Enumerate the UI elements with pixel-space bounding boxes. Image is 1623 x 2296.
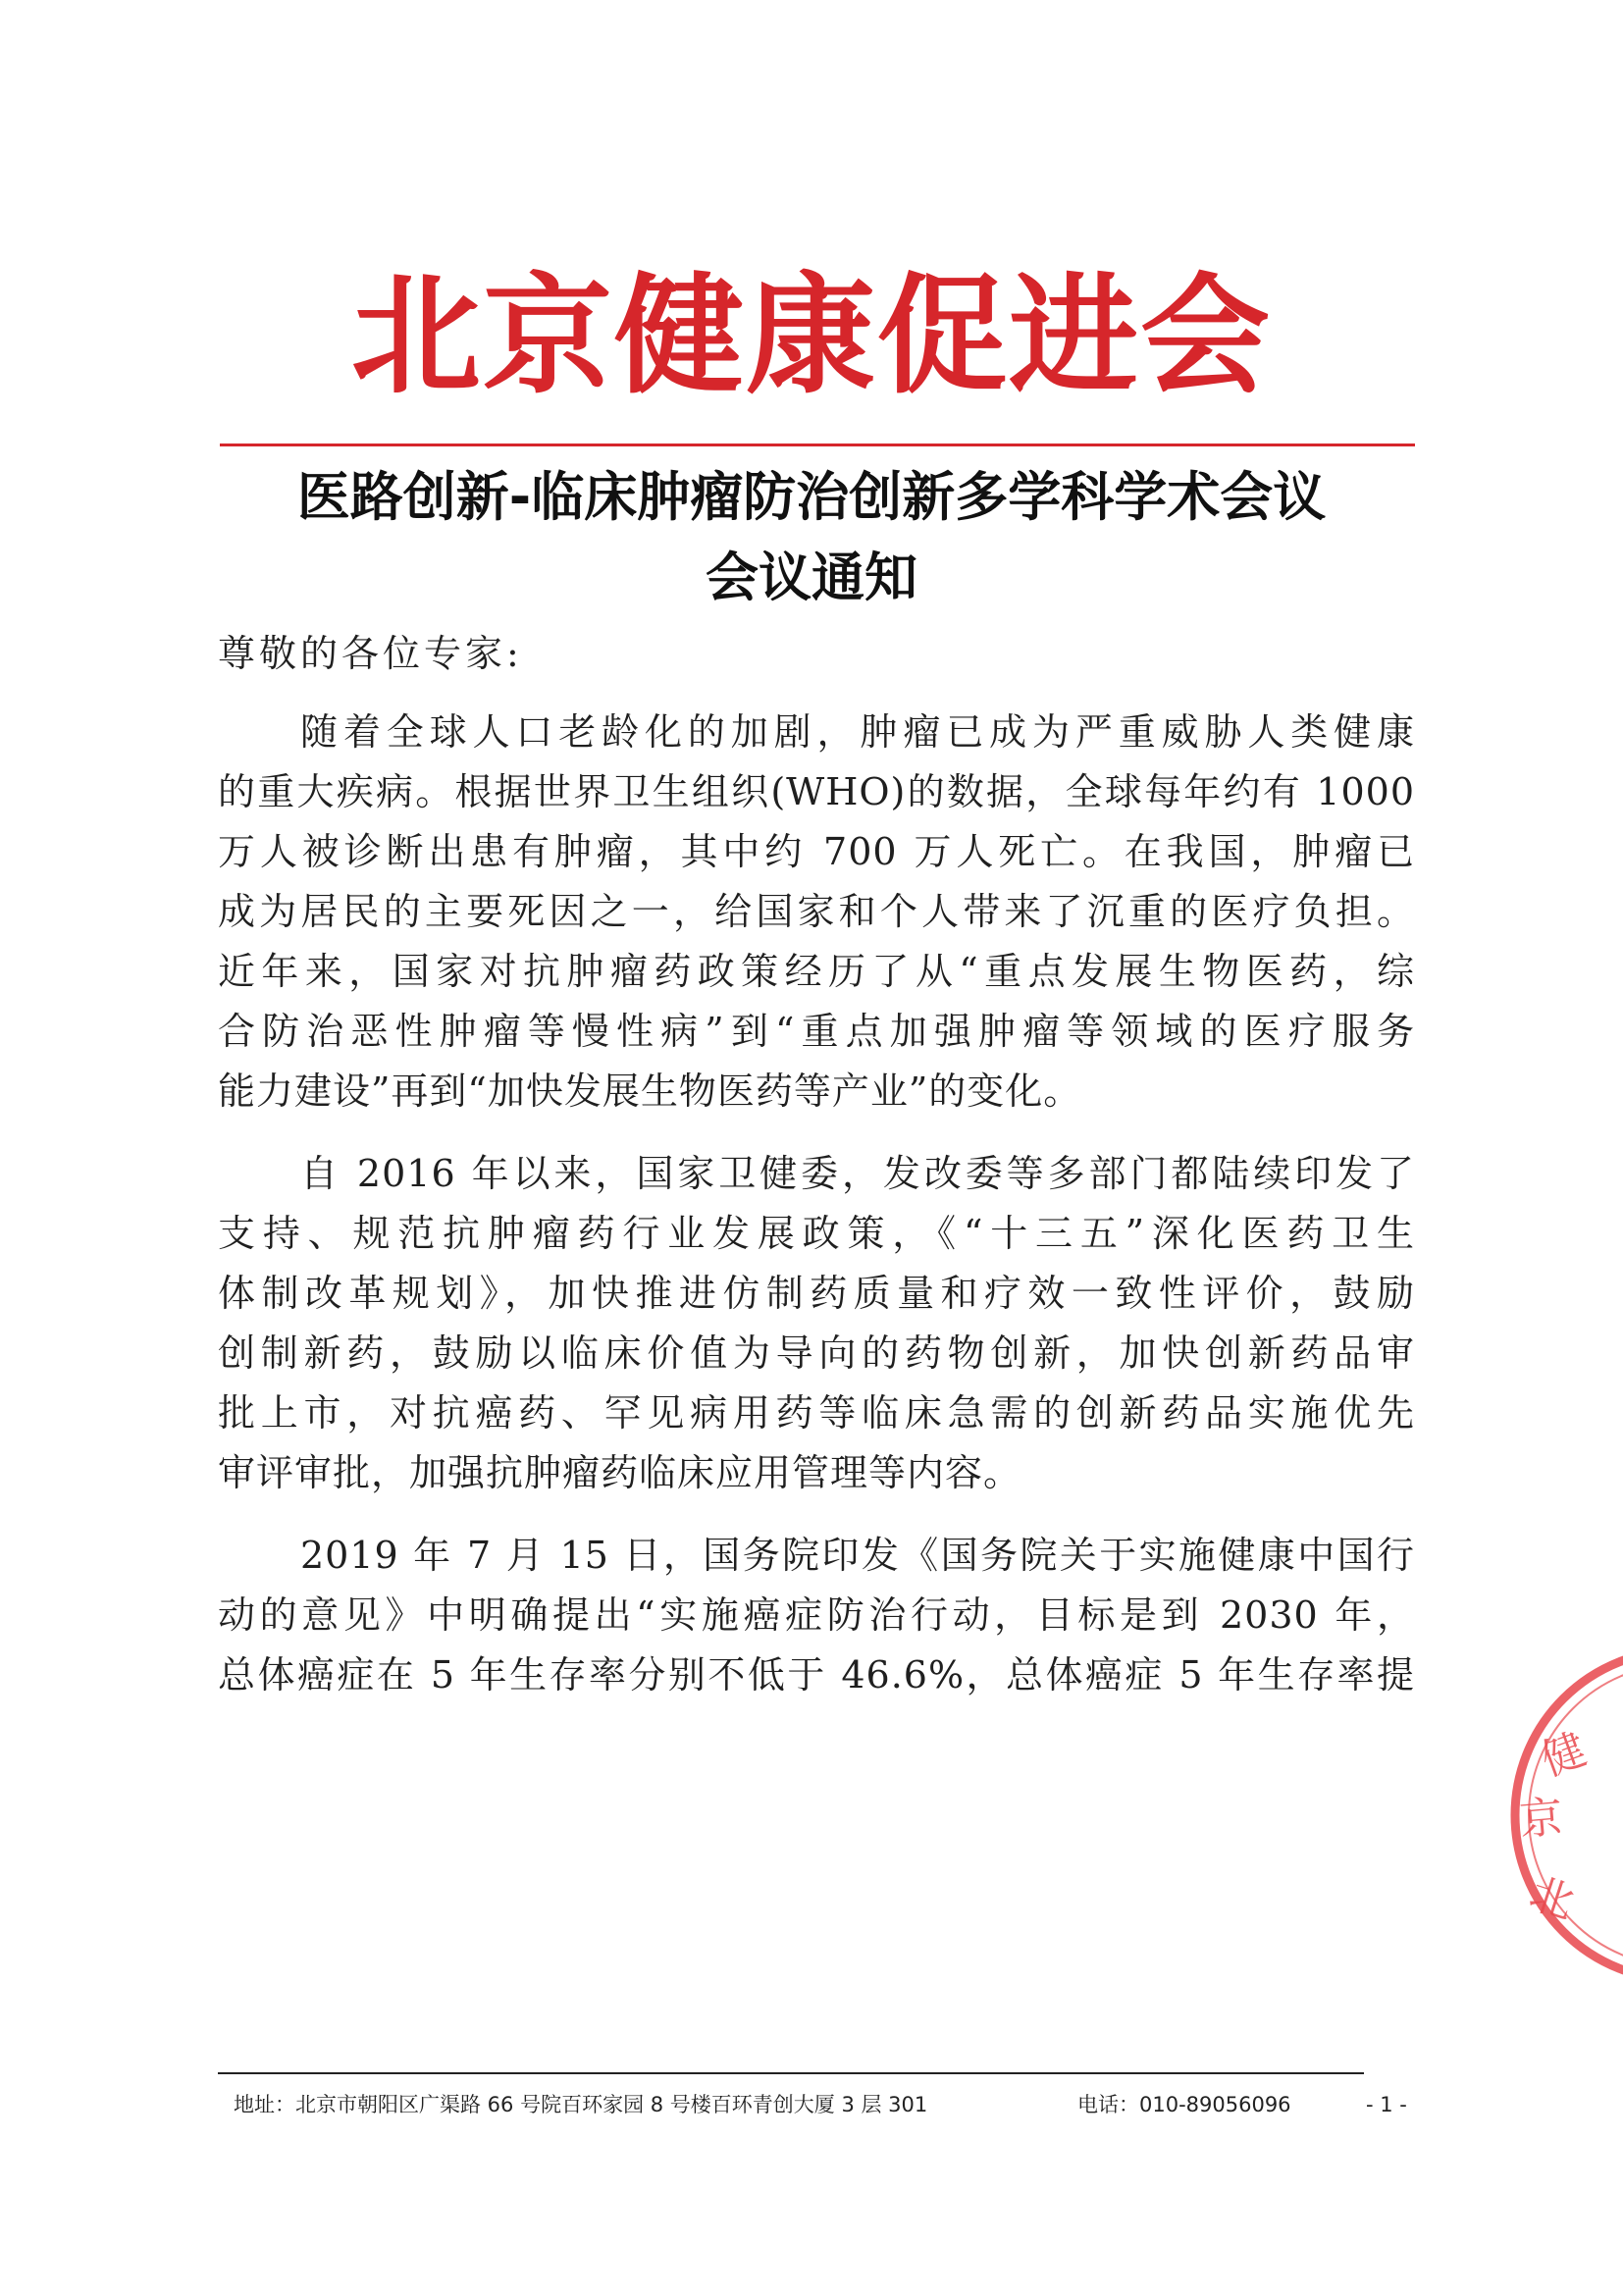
body-line: 近年来，国家对抗肿瘤药政策经历了从“重点发展生物医药，综 bbox=[218, 950, 1415, 993]
body-line: 的重大疾病。根据世界卫生组织(WHO)的数据，全球每年约有 1000 bbox=[218, 770, 1415, 813]
letterhead-divider bbox=[220, 444, 1415, 446]
document-subtitle: 会议通知 bbox=[706, 547, 917, 608]
body-line: 动的意见》中明确提出“实施癌症防治行动，目标是到 2030 年， bbox=[218, 1593, 1415, 1637]
svg-text:北: 北 bbox=[1523, 1867, 1581, 1930]
body-line: 能力建设”再到“加快发展生物医药等产业”的变化。 bbox=[218, 1070, 1082, 1113]
body-line: 合防治恶性肿瘤等慢性病”到“重点加强肿瘤等领域的医疗服务 bbox=[218, 1010, 1415, 1053]
official-seal-icon bbox=[1492, 1629, 1623, 2002]
body-line: 成为居民的主要死因之一，给国家和个人带来了沉重的医疗负担。 bbox=[218, 890, 1415, 933]
body-line: 批上市，对抗癌药、罕见病用药等临床急需的创新药品实施优先 bbox=[218, 1391, 1415, 1435]
body-line: 随着全球人口老龄化的加剧，肿瘤已成为严重威胁人类健康 bbox=[300, 710, 1415, 754]
document-title: 医路创新-临床肿瘤防治创新多学科学术会议 bbox=[296, 466, 1327, 528]
body-line: 创制新药，鼓励以临床价值为导向的药物创新，加快创新药品审 bbox=[218, 1331, 1415, 1375]
page-number: - 1 - bbox=[1366, 2093, 1407, 2116]
svg-text:健: 健 bbox=[1535, 1724, 1594, 1787]
salutation: 尊敬的各位专家: bbox=[218, 632, 523, 675]
footer-address: 地址：北京市朝阳区广渠路 66 号院百环家园 8 号楼百环青创大厦 3 层 301 bbox=[234, 2093, 928, 2116]
organization-letterhead: 北京健康促进会 bbox=[351, 260, 1272, 412]
svg-text:京: 京 bbox=[1517, 1792, 1565, 1846]
footer-phone: 电话：010-89056096 bbox=[1077, 2093, 1291, 2116]
body-line: 万人被诊断出患有肿瘤，其中约 700 万人死亡。在我国，肿瘤已 bbox=[218, 830, 1415, 873]
body-line: 体制改革规划》，加快推进仿制药质量和疗效一致性评价，鼓励 bbox=[218, 1272, 1415, 1315]
body-line: 审评审批，加强抗肿瘤药临床应用管理等内容。 bbox=[218, 1451, 1022, 1494]
body-line: 支持、规范抗肿瘤药行业发展政策，《“十三五”深化医药卫生 bbox=[218, 1212, 1415, 1255]
footer-divider bbox=[218, 2072, 1364, 2074]
body-line: 2019 年 7 月 15 日，国务院印发《国务院关于实施健康中国行 bbox=[300, 1534, 1415, 1577]
body-line: 总体癌症在 5 年生存率分别不低于 46.6%，总体癌症 5 年生存率提 bbox=[218, 1653, 1415, 1696]
body-line: 自 2016 年以来，国家卫健委，发改委等多部门都陆续印发了 bbox=[300, 1152, 1415, 1195]
